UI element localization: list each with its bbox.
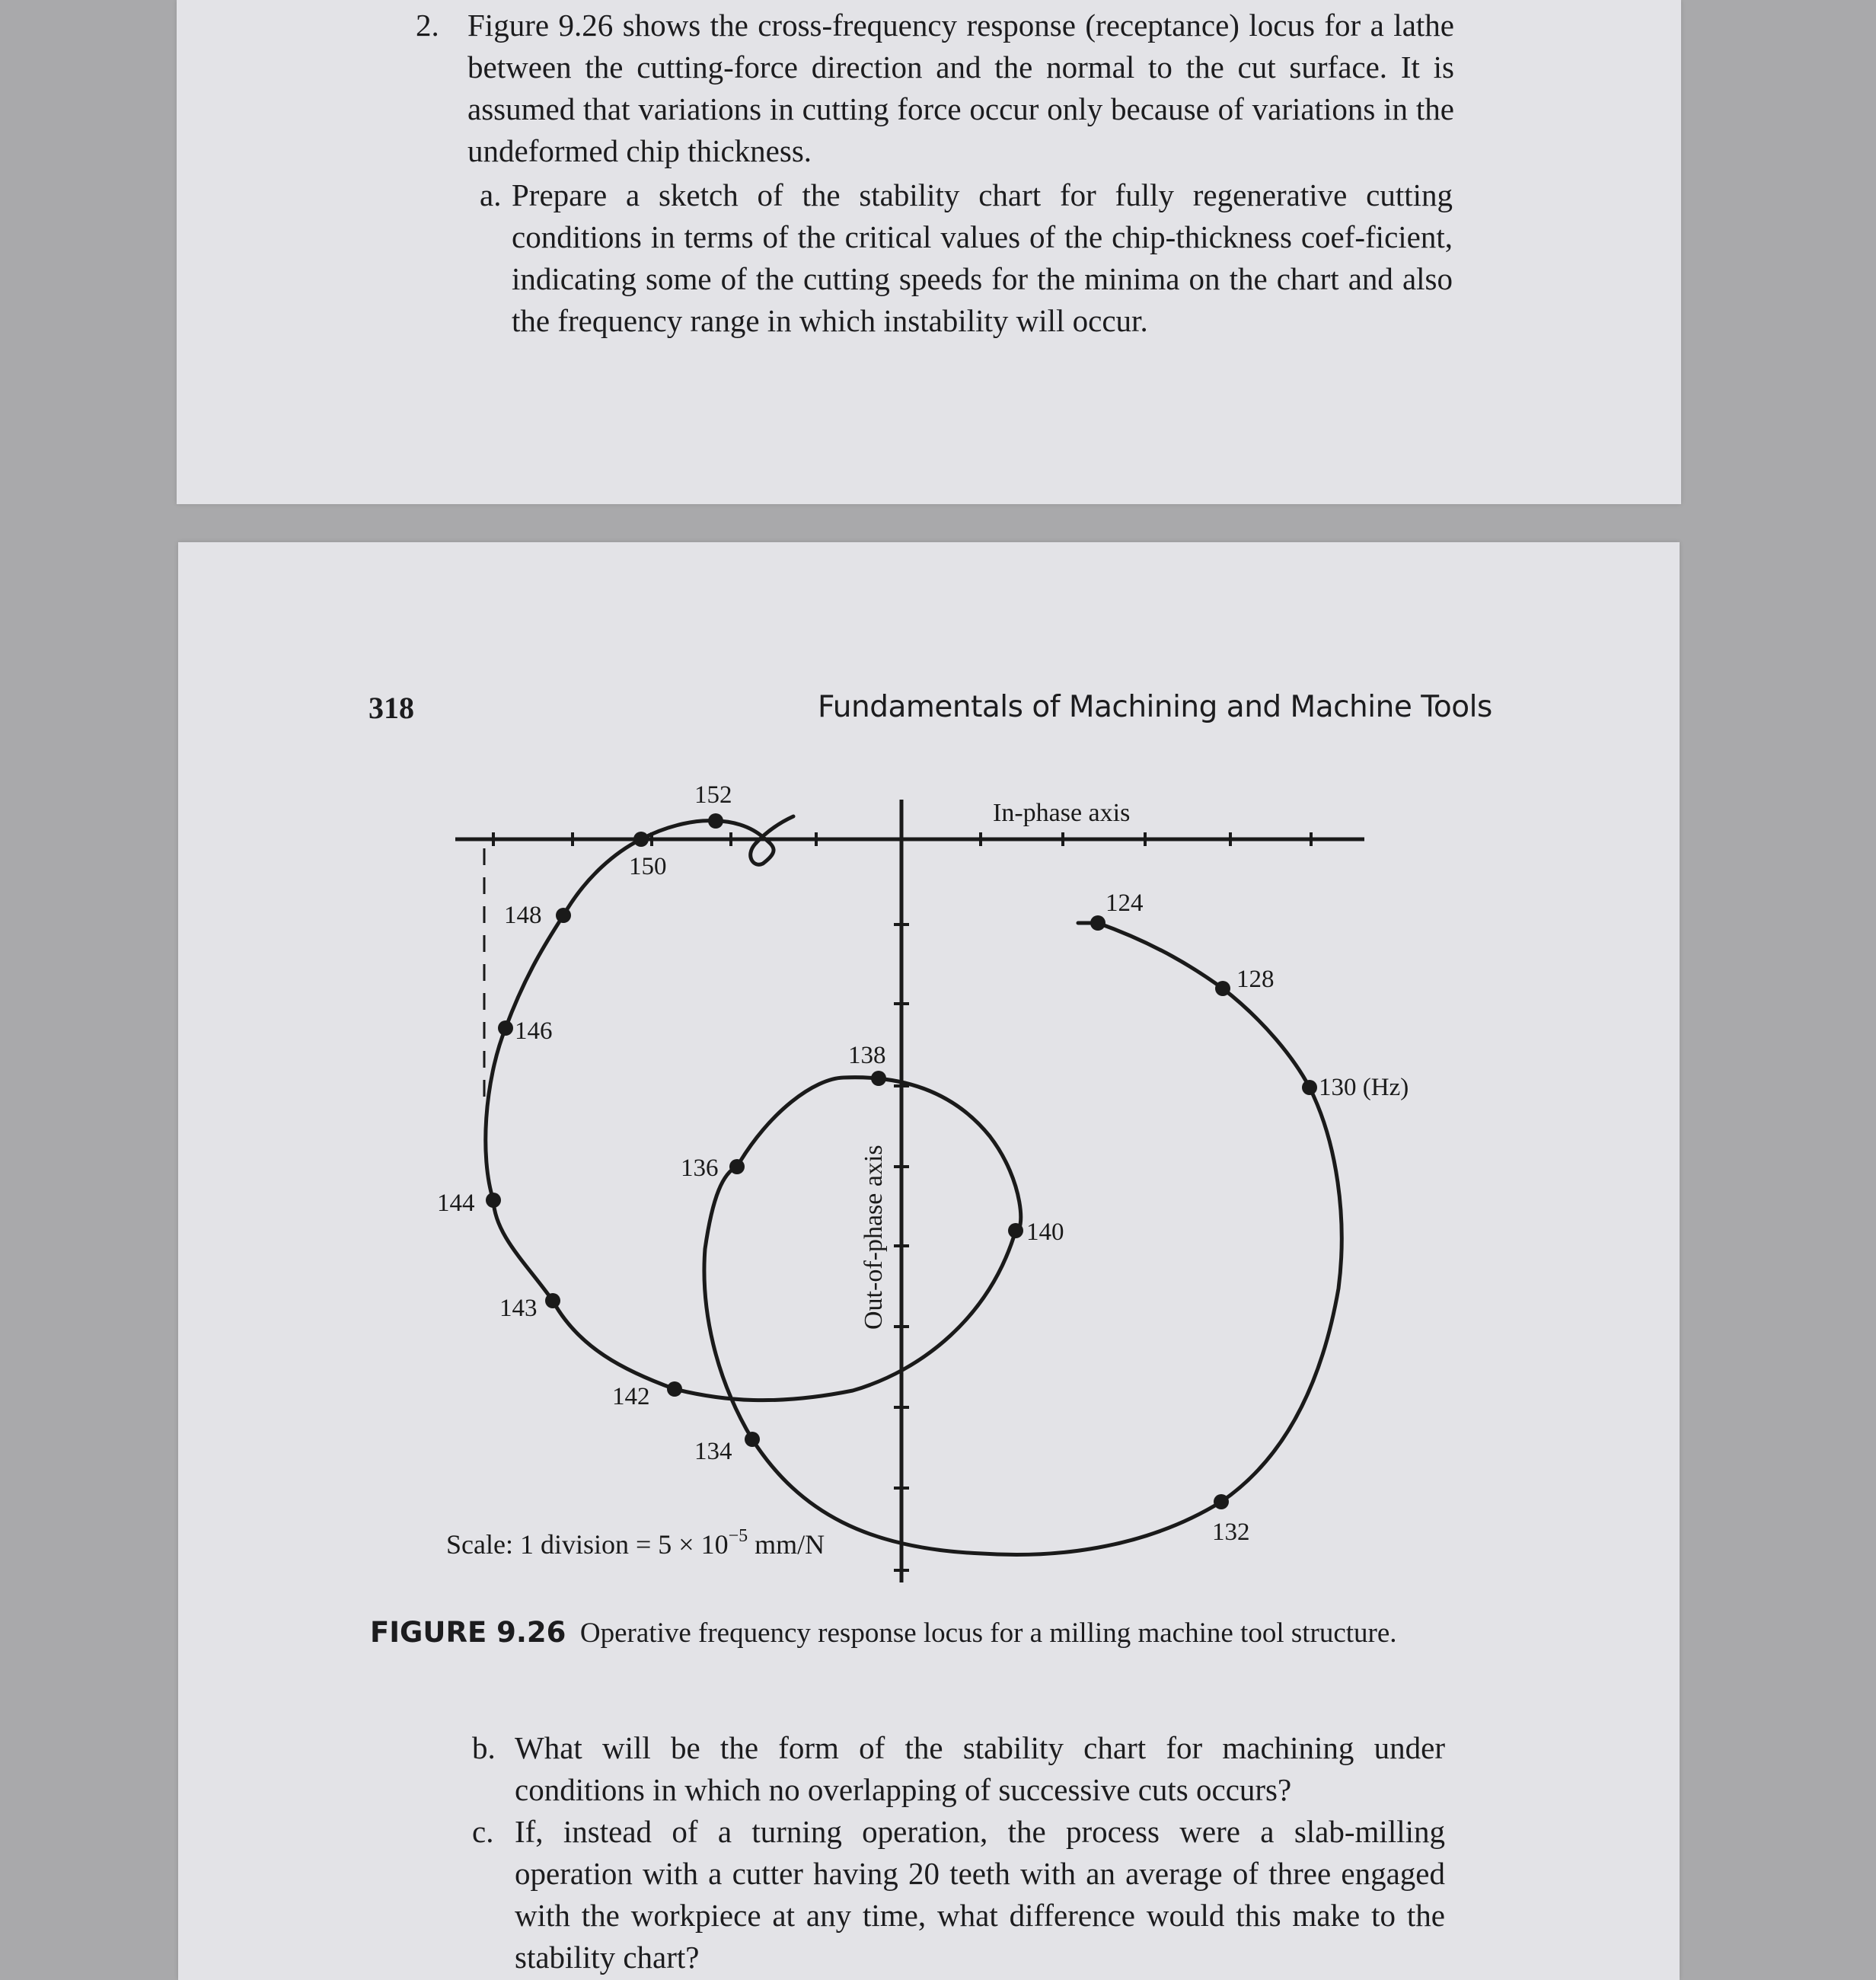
question-2a-label: a. bbox=[480, 177, 502, 212]
out-of-phase-axis-label: Out-of-phase axis bbox=[860, 1145, 888, 1330]
question-2-number: 2. bbox=[416, 8, 439, 43]
label-128: 128 bbox=[1236, 966, 1275, 993]
point-138 bbox=[871, 1071, 886, 1086]
point-152 bbox=[708, 813, 723, 829]
label-148: 148 bbox=[504, 902, 542, 929]
label-138: 138 bbox=[848, 1042, 886, 1069]
svg-text:130 (Hz) bbox=[1319, 1074, 1409, 1101]
point-124 bbox=[1090, 915, 1106, 931]
running-header: Fundamentals of Machining and Machine Tools bbox=[818, 690, 1492, 724]
page-number: 318 bbox=[368, 691, 414, 725]
question-2b-label: b. bbox=[472, 1730, 496, 1765]
point-132 bbox=[1214, 1494, 1229, 1509]
point-130 bbox=[1302, 1080, 1317, 1095]
label-152: 152 bbox=[694, 781, 732, 809]
label-140: 140 bbox=[1026, 1218, 1064, 1246]
label-136: 136 bbox=[681, 1154, 719, 1182]
question-2a-text: Prepare a sketch of the stability chart for fully regenerative cutting conditions in terms of the critical values of the chip-thickness coef-ficient, indicating some of the cutting speeds for the minima on the chart and also the frequency range in which instability will occur. bbox=[512, 177, 1453, 338]
label-150: 150 bbox=[629, 853, 667, 880]
point-142 bbox=[667, 1381, 682, 1397]
point-148 bbox=[556, 908, 571, 923]
label-146: 146 bbox=[515, 1017, 553, 1045]
point-144 bbox=[486, 1193, 501, 1208]
figure-caption-text: Operative frequency response locus for a milling machine tool structure. bbox=[579, 1618, 1397, 1649]
in-phase-axis-label: In-phase axis bbox=[993, 799, 1131, 827]
point-150 bbox=[633, 832, 649, 847]
point-143 bbox=[545, 1293, 560, 1308]
label-134: 134 bbox=[694, 1438, 732, 1465]
point-136 bbox=[729, 1159, 745, 1174]
figure-caption-label: FIGURE 9.26 bbox=[370, 1616, 566, 1649]
question-2c-label: c. bbox=[472, 1814, 494, 1849]
figure-caption bbox=[370, 1616, 1397, 1649]
label-130: 130 bbox=[1319, 1074, 1357, 1101]
label-124: 124 bbox=[1106, 889, 1144, 917]
point-140 bbox=[1008, 1223, 1023, 1238]
label-hz-unit: (Hz) bbox=[1362, 1074, 1409, 1101]
question-2-text: Figure 9.26 shows the cross-frequency response (receptance) locus for a lathe between the cutting-force direction and the normal to the cut surface. It is assumed that variations in cutting force occur only because of variations in the undeformed chip thickness. bbox=[467, 8, 1454, 168]
question-2c-text: If, instead of a turning operation, the process were a slab-milling operation with a cutter having 20 teeth with an average of three engaged with the workpiece at any time, what difference would this make to the stability chart? bbox=[515, 1814, 1445, 1975]
scale-note: Scale: 1 division = $5 \times 10^{-5}$ mm/N bbox=[446, 1526, 825, 1560]
frequency-labels bbox=[437, 781, 1409, 1546]
label-144: 144 bbox=[437, 1190, 475, 1217]
label-142: 142 bbox=[612, 1383, 650, 1410]
point-128 bbox=[1215, 981, 1230, 996]
point-134 bbox=[745, 1432, 760, 1447]
point-146 bbox=[498, 1020, 513, 1036]
label-132: 132 bbox=[1212, 1519, 1250, 1546]
label-143: 143 bbox=[499, 1295, 538, 1322]
question-2b-text: What will be the form of the stability chart for machining under conditions in which no overlapping of successive cuts occurs? bbox=[515, 1730, 1445, 1807]
response-locus-curve bbox=[486, 816, 1342, 1554]
